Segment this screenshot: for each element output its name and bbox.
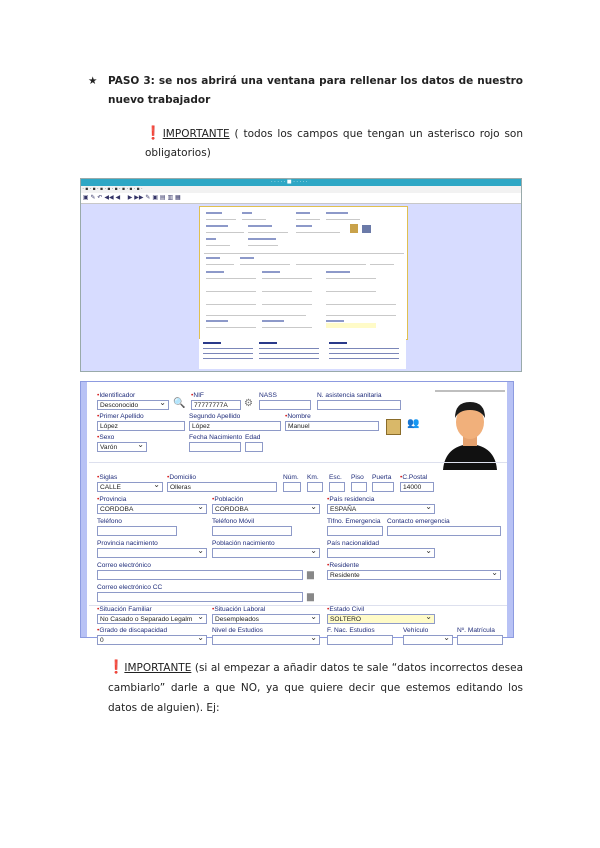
puerta-field[interactable]: [372, 482, 394, 492]
domicilio-label: •Domicilio: [167, 474, 197, 481]
pais-select[interactable]: ESPAÑA ⌄: [327, 504, 435, 514]
correo-label: Correo electrónico: [97, 562, 151, 569]
asistencia-label: N. asistencia sanitaria: [317, 392, 382, 399]
chat-icon[interactable]: ▆: [307, 591, 314, 601]
vehiculo-select[interactable]: [403, 635, 453, 645]
provincia-nacimiento-select[interactable]: [97, 548, 207, 558]
nif-field[interactable]: 77777777A: [191, 400, 241, 410]
poblacion-label: •Población: [212, 496, 244, 503]
correo-cc-field[interactable]: [97, 592, 303, 602]
poblacion-select[interactable]: CORDOBA ⌄: [212, 504, 320, 514]
segundo-apellido-field[interactable]: López: [189, 421, 281, 431]
correo-field[interactable]: [97, 570, 303, 580]
note-important-1: [145, 124, 523, 163]
window-titlebar: · · · · · ■ · · · · ·: [81, 179, 521, 186]
estado-civil-select[interactable]: SOLTERO ⌄: [327, 614, 435, 624]
situacion-laboral-select[interactable]: Desempleados ⌄: [212, 614, 320, 624]
vehiculo-label: Vehículo: [403, 627, 429, 634]
fnac-estudios-field[interactable]: [327, 635, 393, 645]
km-field[interactable]: [307, 482, 323, 492]
important-label: IMPORTANTE: [124, 662, 192, 674]
situacion-laboral-label: •Situación Laboral: [212, 606, 266, 613]
siglas-select[interactable]: CALLE ⌄: [97, 482, 163, 492]
esc-field[interactable]: [329, 482, 345, 492]
situacion-familiar-select[interactable]: No Casado o Separado Legalm ⌄: [97, 614, 207, 624]
poblacion-nacimiento-select[interactable]: [212, 548, 320, 558]
tlfno-emergencia-label: Tlfno. Emergencia: [327, 518, 381, 525]
provincia-label: •Provincia: [97, 496, 127, 503]
form-screenshot-zoomed: [80, 381, 514, 644]
telefono-label: Teléfono: [97, 518, 122, 525]
piso-label: Piso: [351, 474, 364, 481]
scan-icon[interactable]: ⚙: [244, 398, 253, 409]
app-screenshot-overview: [80, 178, 522, 372]
contacto-emergencia-label: Contacto emergencia: [387, 518, 450, 525]
puerta-label: Puerta: [372, 474, 392, 481]
nivel-estudios-label: Nivel de Estudios: [212, 627, 263, 634]
contacto-emergencia-field[interactable]: [387, 526, 501, 536]
note-text: ( todos los campos que tengan un asterisco rojo son obligatorios): [145, 128, 523, 159]
fecha-field[interactable]: [189, 442, 241, 452]
sexo-label: •Sexo: [97, 434, 115, 441]
siglas-label: •Siglas: [97, 474, 118, 481]
nass-label: NASS: [259, 392, 277, 399]
step-bullet: ★: [88, 75, 98, 87]
exclamation-icon: ❗: [108, 660, 125, 675]
cpostal-label: •C.Postal: [400, 474, 428, 481]
fnac-estudios-label: F. Nac. Estudios: [327, 627, 375, 634]
discapacidad-select[interactable]: 0 ⌄: [97, 635, 207, 645]
nivel-estudios-select[interactable]: [212, 635, 320, 645]
num-label: Núm.: [283, 474, 299, 481]
cpostal-field[interactable]: 14000: [400, 482, 434, 492]
movil-field[interactable]: [212, 526, 292, 536]
tlfno-emergencia-field[interactable]: [327, 526, 383, 536]
nombre-field[interactable]: Manuel: [285, 421, 379, 431]
correo-cc-label: Correo electrónico CC: [97, 584, 163, 591]
matricula-label: Nº. Matrícula: [457, 627, 495, 634]
domicilio-field[interactable]: Olleras: [167, 482, 277, 492]
primer-apellido-label: •Primer Apellido: [97, 413, 144, 420]
left-scroll-region: [81, 382, 87, 637]
edad-field[interactable]: [245, 442, 263, 452]
nif-label: •NIF: [191, 392, 204, 399]
sexo-select[interactable]: Varón ⌄: [97, 442, 147, 452]
esc-label: Esc.: [329, 474, 342, 481]
primer-apellido-field[interactable]: López: [97, 421, 185, 431]
mini-tables: [199, 339, 406, 369]
situacion-familiar-label: •Situación Familiar: [97, 606, 152, 613]
nass-field[interactable]: [259, 400, 311, 410]
identificador-select[interactable]: Desconocido ⌄: [97, 400, 169, 410]
step-text: PASO 3: se nos abrirá una ventana para rellenar los datos de nuestro nuevo trabajador: [108, 75, 523, 106]
important-label: IMPORTANTE: [162, 128, 230, 140]
segundo-apellido-label: Segundo Apellido: [189, 413, 241, 420]
asistencia-field[interactable]: [317, 400, 401, 410]
pais-label: •País residencia: [327, 496, 375, 503]
note-text: (si al empezar a añadir datos te sale “datos incorrectos desea cambiarlo” darle a que NO, ya que quiere decir que estemos editando los datos de alguien). Ej:: [108, 662, 524, 714]
provincia-select[interactable]: CORDOBA ⌄: [97, 504, 207, 514]
section-divider: [89, 462, 507, 463]
estado-civil-label: •Estado Civil: [327, 606, 365, 613]
people-icon[interactable]: 👥: [407, 418, 420, 429]
discapacidad-label: •Grado de discapacidad: [97, 627, 168, 634]
nombre-label: •Nombre: [285, 413, 311, 420]
piso-field[interactable]: [351, 482, 367, 492]
km-label: Km.: [307, 474, 319, 481]
search-icon[interactable]: 🔍: [173, 398, 186, 409]
identificador-label: •Identificador: [97, 392, 136, 399]
avatar-placeholder[interactable]: [435, 390, 505, 470]
person-card-icon[interactable]: [386, 419, 401, 435]
provincia-nacimiento-label: Provincia nacimiento: [97, 540, 158, 547]
exclamation-icon: ❗: [145, 126, 163, 141]
fecha-label: Fecha Nacimiento: [189, 434, 243, 441]
matricula-field[interactable]: [457, 635, 503, 645]
num-field[interactable]: [283, 482, 301, 492]
chat-icon[interactable]: ▆: [307, 569, 314, 579]
pais-nacionalidad-label: País nacionalidad: [327, 540, 380, 547]
edad-label: Edad: [245, 434, 261, 441]
menu-bar: · ▪ · ▪ · ▪ · ▪ · ▪ · ▪ · ▪ · ▪ ·: [81, 186, 521, 193]
pais-nacionalidad-select[interactable]: [327, 548, 435, 558]
mini-form: [199, 206, 408, 340]
movil-label: Teléfono Móvil: [212, 518, 255, 525]
right-scroll-region: [507, 382, 513, 637]
residente-select[interactable]: Residente ⌄: [327, 570, 501, 580]
poblacion-nacimiento-label: Población nacimiento: [212, 540, 275, 547]
telefono-field[interactable]: [97, 526, 177, 536]
toolbar: ▣ ✎ ↶ ◀◀ ◀ ▶ ▶▶ ✎ ▣ ▤ ▥ ▦: [81, 193, 521, 204]
residente-label: •Residente: [327, 562, 360, 569]
note-important-2: [108, 658, 523, 718]
